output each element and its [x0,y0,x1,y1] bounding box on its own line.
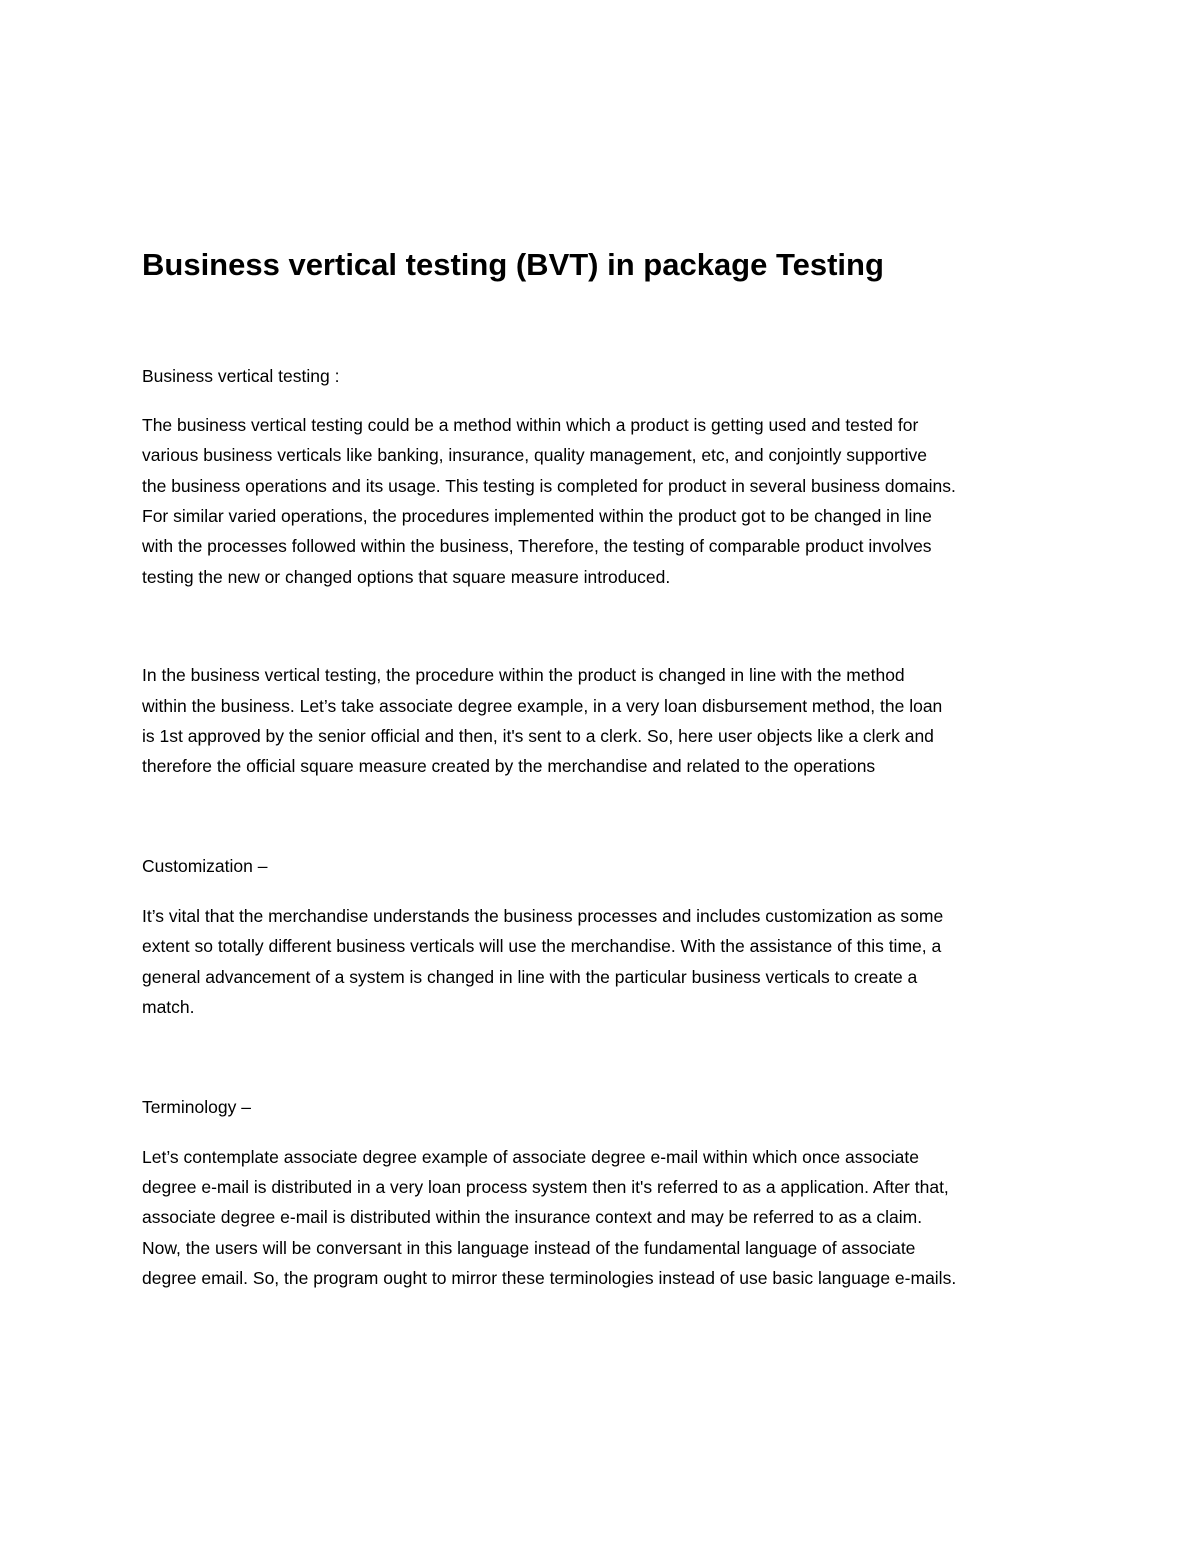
paragraph-line: associate degree e-mail is distributed within the insurance context and may be referred to as a claim. [142,1207,923,1227]
paragraph-line: For similar varied operations, the procedures implemented within the product got to be changed in line [142,506,932,526]
paragraph-line: within the business. Let’s take associate degree example, in a very loan disbursement method, the loan [142,696,943,716]
paragraph-line: In the business vertical testing, the procedure within the product is changed in line with the method [142,665,905,685]
section-heading-terminology: Terminology – [142,1097,251,1117]
paragraph-line: therefore the official square measure created by the merchandise and related to the operations [142,756,876,776]
paragraph-line: It’s vital that the merchandise understands the business processes and includes customization as some [142,906,944,926]
paragraph-line: the business operations and its usage. This testing is completed for product in several business domains. [142,476,956,496]
paragraph-line: degree e-mail is distributed in a very loan process system then it's referred to as a application. After that, [142,1177,949,1197]
section-heading-customization: Customization – [142,856,268,876]
document-title: Business vertical testing (BVT) in package Testing [142,247,884,282]
paragraph-line: extent so totally different business verticals will use the merchandise. With the assistance of this time, a [142,936,942,956]
paragraph-line: various business verticals like banking, insurance, quality management, etc, and conjointly supportive [142,445,928,465]
paragraph-line: testing the new or changed options that square measure introduced. [142,567,671,587]
paragraph-line: Let’s contemplate associate degree example of associate degree e-mail within which once associate [142,1147,919,1167]
section-heading-business-vertical-testing: Business vertical testing : [142,366,340,386]
paragraph-line: degree email. So, the program ought to mirror these terminologies instead of use basic language e-mails. [142,1268,957,1288]
paragraph-line: general advancement of a system is changed in line with the particular business verticals to create a [142,967,918,987]
paragraph-line: The business vertical testing could be a method within which a product is getting used and tested for [142,415,919,435]
paragraph-line: with the processes followed within the business, Therefore, the testing of comparable product involves [142,536,932,556]
paragraph-line: Now, the users will be conversant in this language instead of the fundamental language of associate [142,1238,916,1258]
paragraph-line: match. [142,997,195,1017]
paragraph-line: is 1st approved by the senior official and then, it's sent to a clerk. So, here user objects like a clerk and [142,726,934,746]
